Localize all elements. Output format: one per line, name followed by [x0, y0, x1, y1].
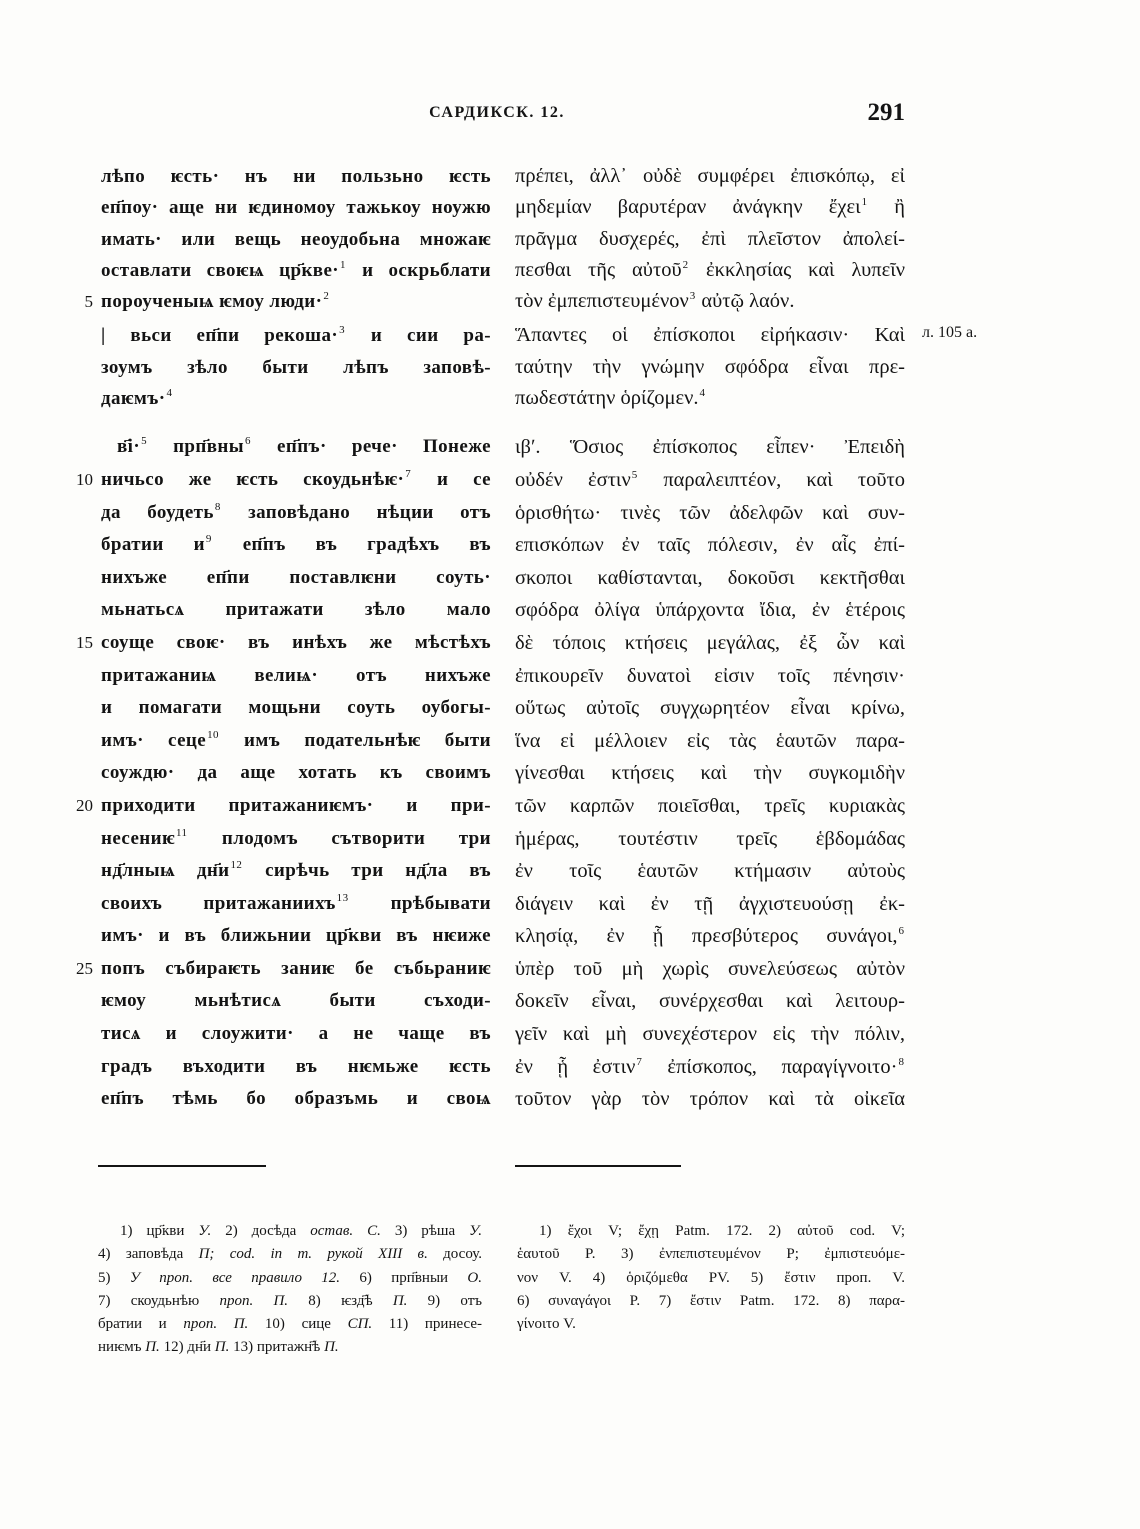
- footnote-marker: 1: [861, 196, 868, 209]
- greek-text: ἐν ᾗ ἐστιν: [515, 1055, 636, 1078]
- slavonic-text: соуждю· да аще хотать къ своимъ: [101, 762, 491, 784]
- slavonic-line-text: [101, 255, 491, 289]
- greek-line-text: [515, 757, 905, 790]
- slavonic-line: [101, 985, 491, 1018]
- greek-line: [515, 888, 905, 921]
- footnote-text: 3) рѣша: [380, 1223, 470, 1239]
- slavonic-text: еп҃пъ тѣмь бо образъмь и своѩ: [101, 1088, 491, 1110]
- slavonic-text: имъ подательнѣѥ быти: [219, 729, 491, 751]
- greek-line: [515, 497, 905, 530]
- footnote-marker: 1: [340, 258, 346, 271]
- slavonic-text: градъ въходити въ нѥмьже ѥсть: [101, 1055, 491, 1077]
- footnote-text: 8) ѥзд҃ѣ: [288, 1292, 393, 1309]
- greek-text: ἐκκλησίας καὶ λυπεῖν: [689, 258, 905, 281]
- slavonic-line-text: [101, 352, 491, 383]
- slavonic-text: попъ събираѥть заниѥ бе събьраниѥ: [101, 957, 491, 979]
- slavonic-paragraph: [76, 431, 492, 1115]
- footnote-marker: 9: [205, 533, 212, 546]
- greek-line: [515, 692, 905, 725]
- greek-text: γίνεσθαι κτήσεις καὶ τὴν συγκομιδὴν: [515, 762, 905, 785]
- greek-text: ὁρισθήτω· τινὲς τῶν ἀδελφῶν καὶ συν-: [515, 501, 905, 524]
- slavonic-text: имъ· и въ ближьнии цр҃кви въ нѥиже: [101, 925, 491, 947]
- slavonic-line: [101, 757, 491, 790]
- slavonic-line-text: [101, 985, 491, 1018]
- slavonic-line-text: [101, 497, 491, 532]
- slavonic-text: несениѥ: [101, 827, 176, 849]
- footnote-line: [98, 1267, 482, 1290]
- greek-text: ἡμέρας, τουτέστιν τρεῖς ἑβδομάδας: [515, 827, 905, 850]
- greek-line-text: [515, 352, 905, 383]
- slavonic-text: братии и: [101, 534, 205, 556]
- slavonic-text: имать· или вещь неоудобьна множаѥ: [101, 228, 491, 250]
- footnote-line: [98, 1243, 482, 1266]
- slavonic-text: плодомъ сътворити три: [188, 827, 491, 849]
- greek-paragraph: [515, 161, 905, 317]
- greek-text: παραλειπτέον, καὶ τοῦτο: [638, 468, 905, 491]
- greek-text: πεσθαι τῆς αὐτοῦ: [515, 258, 682, 281]
- greek-line: [515, 953, 905, 986]
- slavonic-text: ничьсо же ѥсть скоудьнѣѥ·: [101, 468, 405, 490]
- slavonic-line: [101, 431, 491, 464]
- footnote-line: [98, 1313, 482, 1336]
- footnote-line: [98, 1290, 482, 1313]
- greek-line-text: [515, 888, 905, 921]
- footnote-marker: 3: [339, 324, 346, 337]
- footnote-marker: 4: [166, 387, 173, 400]
- footnote-marker: 10: [207, 728, 219, 741]
- running-title: САРДИКСК. 12.: [429, 104, 565, 121]
- footnote-line-text: [98, 1267, 482, 1290]
- greek-text: ἢ: [868, 196, 905, 219]
- slavonic-line-text: [101, 1083, 491, 1116]
- footnote-text: 5): [98, 1269, 130, 1286]
- greek-text: πρᾶγμα δυσχερές, ἐπὶ πλεῖστον ἀπολεί-: [515, 227, 905, 250]
- footnote-text: ниѥмъ: [98, 1339, 146, 1356]
- greek-line-text: [515, 725, 905, 758]
- greek-line: [515, 224, 905, 255]
- slavonic-line: [101, 660, 491, 693]
- slavonic-line: [101, 920, 491, 953]
- greek-line: [515, 464, 905, 497]
- footnotes-slavonic: [98, 1220, 482, 1360]
- greek-paragraph: [515, 431, 905, 1115]
- footnote-line-text: [98, 1290, 482, 1313]
- greek-line: [515, 920, 905, 953]
- greek-line-text: [515, 920, 905, 956]
- footnote-text: 1) ἔχοι V; ἔχῃ Patm. 172. 2) αὐτοῦ cod. V;: [539, 1223, 905, 1239]
- greek-line-text: [515, 497, 905, 530]
- greek-line: [515, 1018, 905, 1051]
- slavonic-line-text: [101, 383, 491, 417]
- greek-text: τῶν καρπῶν ποιεῖσθαι, τρεῖς κυριακὰς: [515, 794, 905, 817]
- footnote-text: 7) скоудьнѣю: [98, 1292, 220, 1309]
- greek-line-text: [515, 529, 905, 562]
- slavonic-text: и се: [412, 468, 491, 490]
- slavonic-line: [101, 192, 491, 223]
- slavonic-text: и оскрьблати: [346, 259, 491, 281]
- greek-line: [515, 855, 905, 888]
- slavonic-line-text: [101, 594, 491, 627]
- footnote-text: 12) дн҃и: [159, 1339, 215, 1356]
- greek-text: σφόδρα ὀλίγα ὑπάρχοντα ἴδια, ἐν ἑτέροις: [515, 599, 905, 622]
- slavonic-line: [101, 1051, 491, 1084]
- slavonic-text: имъ· сеце: [101, 729, 207, 751]
- greek-paragraph: [515, 320, 905, 414]
- margin-folio-note: л. 105 а.: [922, 324, 978, 341]
- footnote-line-text: [517, 1220, 905, 1243]
- greek-text: δοκεῖν εἶναι, συνέρχεσθαι καὶ λειτουρ-: [515, 990, 905, 1013]
- greek-line: [515, 985, 905, 1018]
- greek-line-text: [515, 823, 905, 856]
- greek-line-text: [515, 224, 905, 255]
- footnote-marker: 2: [682, 258, 689, 271]
- greek-line-text: [515, 627, 905, 660]
- slavonic-text: зоумъ зѣло быти лѣпъ заповѣ-: [101, 356, 491, 378]
- slavonic-line: [101, 823, 491, 856]
- footnote-marker: 11: [176, 826, 188, 839]
- greek-line: [515, 823, 905, 856]
- slavonic-text: соуще своѥ· въ инѣхъ же мѣстѣхъ: [101, 631, 491, 653]
- greek-text: μηδεμίαν βαρυτέραν ἀνάγκην ἔχει: [515, 196, 861, 219]
- slavonic-line-text: [101, 1018, 491, 1051]
- footnote-siglum: П; cod. in m. рукой XIII в.: [198, 1246, 428, 1263]
- slavonic-line: [101, 161, 491, 192]
- slavonic-line: [101, 224, 491, 255]
- page-number: 291: [867, 99, 905, 126]
- footnote-siglum: У.: [469, 1223, 482, 1239]
- greek-line-text: [515, 985, 905, 1018]
- slavonic-paragraph: [84, 161, 491, 317]
- greek-line: [515, 529, 905, 562]
- greek-text: ιβʹ. Ὅσιος ἐπίσκοπος εἶπεν· Ἐπειδὴ: [515, 436, 905, 459]
- greek-line-text: [515, 383, 905, 417]
- greek-line: [515, 790, 905, 823]
- slavonic-line: [101, 320, 491, 351]
- footnote-siglum: П.: [145, 1339, 160, 1356]
- footnote-text: 1) цр҃кви: [120, 1223, 199, 1239]
- footnote-text: 11) принесе-: [372, 1316, 482, 1333]
- greek-line-text: [515, 660, 905, 693]
- footnote-marker: 6: [245, 435, 251, 448]
- footnote-marker: 5: [631, 468, 638, 481]
- footnote-text: γίνοιτο V.: [517, 1316, 576, 1333]
- slavonic-paragraph: [101, 320, 491, 414]
- greek-line: [515, 660, 905, 693]
- slavonic-line-text: [101, 192, 491, 223]
- slavonic-line: [76, 790, 491, 823]
- greek-line-text: [515, 464, 905, 500]
- footnote-marker: 7: [405, 467, 412, 480]
- greek-line-text: [515, 953, 905, 986]
- slavonic-text: еп҃пъ· рече· Понеже: [251, 436, 491, 458]
- slavonic-text: еп҃пъ въ градѣхъ въ: [212, 534, 491, 556]
- footnote-line-text: [98, 1313, 482, 1336]
- footnote-line: [517, 1290, 905, 1313]
- slavonic-line-text: [101, 692, 491, 725]
- greek-text: γεῖν καὶ μὴ συνεχέστερον εἰς τὴν πόλιν,: [515, 1023, 905, 1046]
- slavonic-line: [84, 286, 491, 317]
- slavonic-text: даѥмъ·: [101, 388, 166, 410]
- slavonic-line: [101, 692, 491, 725]
- footnote-line-text: [98, 1243, 482, 1266]
- footnote-text: 10) сице: [248, 1316, 348, 1333]
- greek-line: [515, 1051, 905, 1084]
- slavonic-text: мьнатьсѧ притажати зѣло мало: [101, 599, 491, 621]
- greek-column: [515, 161, 905, 1116]
- slavonic-line-text: [101, 161, 491, 192]
- slavonic-line-text: [101, 224, 491, 255]
- greek-text: οὐδέν ἐστιν: [515, 468, 631, 491]
- greek-text: ἐν τοῖς ἑαυτῶν κτήμασιν αὐτοὺς: [515, 860, 905, 883]
- footnote-rule-right: [515, 1165, 681, 1167]
- greek-line: [515, 431, 905, 464]
- greek-text: σκοποι καθίστανται, δοκοῦσι κεκτῆσθαι: [515, 566, 905, 589]
- slavonic-line-text: [101, 855, 491, 890]
- line-number: 5: [84, 292, 93, 312]
- greek-line: [515, 192, 905, 223]
- greek-text: οὕτως αὐτοῖς συγχωρητέον εἶναι κρίνω,: [515, 697, 905, 720]
- footnote-line-text: [98, 1220, 482, 1243]
- greek-text: επισκόπων ἐν ταῖς πόλεσιν, ἐν αἷς ἐπί-: [515, 534, 905, 557]
- greek-text: πωδεστάτην ὁρίζομεν.: [515, 387, 699, 410]
- greek-line: [515, 352, 905, 383]
- slavonic-line-text: [101, 790, 491, 823]
- greek-text: αὐτῷ λαόν.: [696, 290, 795, 313]
- greek-line-text: [515, 161, 905, 192]
- footnote-text: νον V. 4) ὁριζόμεθα PV. 5) ἔστιν проп. V.: [517, 1269, 905, 1286]
- footnote-line: [517, 1267, 905, 1290]
- slavonic-line: [101, 562, 491, 595]
- slavonic-line: [101, 497, 491, 530]
- greek-text: διάγειν καὶ ἐν τῇ ἀγχιστευούσῃ ἐκ-: [515, 892, 905, 915]
- greek-line: [515, 161, 905, 192]
- greek-text: Ἅπαντες οἱ ἐπίσκοποι εἰρήκασιν· Καὶ: [515, 324, 905, 347]
- greek-line: [515, 383, 905, 414]
- slavonic-text: притажаниѩ велиѩ· отъ нихъже: [101, 664, 491, 686]
- line-number: 15: [76, 632, 93, 652]
- footnote-marker: 13: [336, 891, 349, 904]
- slavonic-text: заповѣдано нѣции отъ: [221, 501, 491, 523]
- greek-line-text: [515, 320, 905, 351]
- footnote-siglum: остав. С.: [310, 1223, 381, 1239]
- greek-text: δὲ τόποις κτήσεις μεγάλας, ἐξ ὧν καὶ: [515, 631, 905, 654]
- line-number: 25: [76, 958, 93, 978]
- footnote-siglum: П.: [392, 1292, 408, 1309]
- slavonic-text: пороученыѩ ѥмоу люди·: [101, 291, 323, 313]
- slavonic-line: [76, 464, 491, 497]
- greek-line-text: [515, 790, 905, 823]
- slavonic-text: да боудеть: [101, 501, 214, 523]
- slavonic-line-text: [101, 1051, 491, 1084]
- greek-text: ἐπίσκοπος, παραγίγνοιτο·: [642, 1055, 898, 1078]
- footnote-siglum: П.: [324, 1339, 339, 1356]
- greek-line-text: [515, 855, 905, 888]
- slavonic-line: [101, 1018, 491, 1051]
- slavonic-text: и помагати мощьни соуть оубогы-: [101, 697, 491, 719]
- greek-line-text: [515, 431, 905, 464]
- footnote-text: ἑαυτοῦ P. 3) ἐνπεπιστευμένον P; ἐμπιστευόμε-: [517, 1246, 905, 1263]
- slavonic-line-text: [101, 660, 491, 693]
- footnote-text: 6) прп҃вныи: [340, 1269, 468, 1286]
- greek-line: [515, 562, 905, 595]
- greek-line-text: [515, 692, 905, 725]
- footnote-marker: 3: [689, 290, 696, 303]
- greek-line-text: [515, 286, 905, 320]
- footnote-line-text: [98, 1336, 482, 1359]
- greek-text: ὑπὲρ τοῦ μὴ χωρὶς συνελεύσεως αὐτὸν: [515, 957, 905, 980]
- greek-text: ἐπικουρεῖν δυνατοὶ εἰσιν τοῖς πένησιν·: [515, 664, 905, 687]
- footnote-line: [517, 1220, 905, 1243]
- greek-line-text: [515, 1018, 905, 1051]
- footnote-siglum: О.: [467, 1269, 482, 1286]
- slavonic-text: в҃і·: [117, 436, 141, 458]
- footnote-line: [98, 1220, 482, 1243]
- greek-line: [515, 320, 905, 351]
- footnote-marker: 12: [230, 859, 243, 872]
- slavonic-line-text: [101, 953, 491, 986]
- slavonic-column: [76, 161, 492, 1116]
- slavonic-line: [76, 953, 491, 986]
- slavonic-text: оставлати своѥѩ цр҃кве·: [101, 259, 340, 281]
- greek-line: [515, 1083, 905, 1116]
- footnote-text: братии и: [98, 1316, 184, 1333]
- footnote-marker: 7: [636, 1055, 642, 1068]
- slavonic-line-text: [101, 920, 491, 953]
- footnote-marker: 2: [323, 290, 330, 303]
- slavonic-text: прп҃вны: [147, 436, 244, 458]
- footnote-marker: 6: [898, 925, 904, 938]
- greek-text: ἵνα εἰ μέλλοιεν εἰς τὰς ἑαυτῶν παρα-: [515, 729, 905, 752]
- footnote-text: 9) отъ: [407, 1292, 483, 1309]
- footnote-siglum: проп. П.: [183, 1316, 249, 1333]
- slavonic-text: нихъже еп҃пи поставлѥни соуть·: [101, 566, 491, 588]
- footnote-line: [98, 1336, 482, 1359]
- slavonic-line-text: [101, 725, 491, 760]
- slavonic-text: приходити притажаниѥмъ· и при-: [101, 794, 491, 816]
- slavonic-line-text: [101, 627, 491, 660]
- line-number: 20: [76, 795, 93, 815]
- footnotes-greek: [517, 1220, 905, 1336]
- footnote-siglum: У проп. все правило 12.: [129, 1269, 341, 1286]
- footnote-text: досоу.: [427, 1246, 482, 1263]
- slavonic-text: лѣпо ѥсть· нъ ни пользьно ѥсть: [101, 166, 491, 187]
- footnote-marker: 8: [214, 500, 221, 513]
- slavonic-line: [101, 1083, 491, 1116]
- slavonic-text: и сии ра-: [346, 325, 491, 347]
- footnote-marker: 5: [141, 435, 147, 448]
- greek-text: ταύτην τὴν γνώμην σφόδρα εἶναι πρε-: [515, 355, 905, 378]
- footnote-siglum: У.: [198, 1223, 212, 1239]
- greek-line-text: [515, 562, 905, 595]
- slavonic-text: еп҃поу· аще ни ѥдиномоу тажькоу ноужю: [101, 197, 491, 219]
- slavonic-line-text: [101, 286, 491, 320]
- slavonic-text: нд҃лныѩ дн҃и: [101, 860, 230, 882]
- slavonic-line-text: [101, 464, 491, 499]
- slavonic-line-text: [101, 757, 491, 790]
- greek-line: [515, 757, 905, 790]
- slavonic-line-text: [101, 823, 491, 858]
- footnote-text: 2) досѣда: [211, 1223, 311, 1239]
- slavonic-line: [101, 594, 491, 627]
- slavonic-text: ѥмоу мьнѣтисѧ быти съходи-: [101, 990, 491, 1012]
- slavonic-text: | вьси еп҃пи рекоша·: [101, 325, 339, 347]
- line-number: 10: [76, 469, 93, 489]
- footnote-text: 6) συναγάγοι P. 7) ἔστιν Patm. 172. 8) παρα-: [517, 1292, 905, 1309]
- slavonic-line-text: [101, 562, 491, 595]
- footnote-marker: 4: [699, 387, 705, 400]
- footnote-line-text: [517, 1290, 905, 1313]
- slavonic-line: [101, 725, 491, 758]
- footnote-line: [517, 1313, 905, 1336]
- slavonic-line-text: [101, 529, 491, 564]
- slavonic-line-text: [101, 888, 491, 923]
- footnote-siglum: СП.: [347, 1316, 373, 1333]
- slavonic-text: сирѣчь три нд҃ла въ: [243, 860, 492, 882]
- slavonic-text: своихъ притажаниихъ: [101, 892, 336, 914]
- greek-line-text: [515, 1083, 905, 1116]
- slavonic-line: [101, 255, 491, 286]
- slavonic-line-text: [101, 431, 491, 466]
- slavonic-text: тисѧ и слоужити· а не чаще въ: [101, 1023, 491, 1045]
- greek-line-text: [515, 1051, 905, 1087]
- footnote-rule-left: [98, 1165, 266, 1167]
- footnote-line: [517, 1243, 905, 1266]
- greek-line: [515, 286, 905, 317]
- greek-text: τοῦτον γὰρ τὸν τρόπον καὶ τὰ οἰκεῖα: [515, 1088, 905, 1111]
- slavonic-text: прѣбывати: [349, 892, 491, 914]
- slavonic-line: [101, 383, 491, 414]
- footnote-line-text: [517, 1267, 905, 1290]
- slavonic-line: [101, 888, 491, 921]
- greek-line-text: [515, 255, 905, 289]
- footnote-marker: 8: [898, 1055, 905, 1068]
- greek-text: τὸν ἐμπεπιστευμένον: [515, 290, 689, 313]
- slavonic-line-text: [101, 320, 491, 354]
- footnote-text: 4) заповѣда: [98, 1246, 199, 1263]
- greek-line: [515, 725, 905, 758]
- footnote-siglum: проп. П.: [219, 1292, 289, 1309]
- greek-text: κλησίᾳ, ἐν ᾗ πρεσβύτερος συνάγοι,: [515, 925, 898, 948]
- slavonic-line: [101, 855, 491, 888]
- footnote-text: 13) притажн҃ѣ: [229, 1339, 325, 1356]
- footnote-line-text: [517, 1243, 905, 1266]
- greek-line: [515, 255, 905, 286]
- footnote-siglum: П.: [214, 1339, 230, 1356]
- slavonic-line: [101, 529, 491, 562]
- slavonic-line: [101, 352, 491, 383]
- greek-line-text: [515, 594, 905, 627]
- greek-line: [515, 594, 905, 627]
- footnote-line-text: [517, 1313, 905, 1336]
- slavonic-line: [76, 627, 491, 660]
- greek-line-text: [515, 192, 905, 226]
- greek-line: [515, 627, 905, 660]
- greek-text: πρέπει, ἀλλ᾽ οὐδὲ συμφέρει ἐπισκόπῳ, εἰ: [515, 165, 905, 187]
